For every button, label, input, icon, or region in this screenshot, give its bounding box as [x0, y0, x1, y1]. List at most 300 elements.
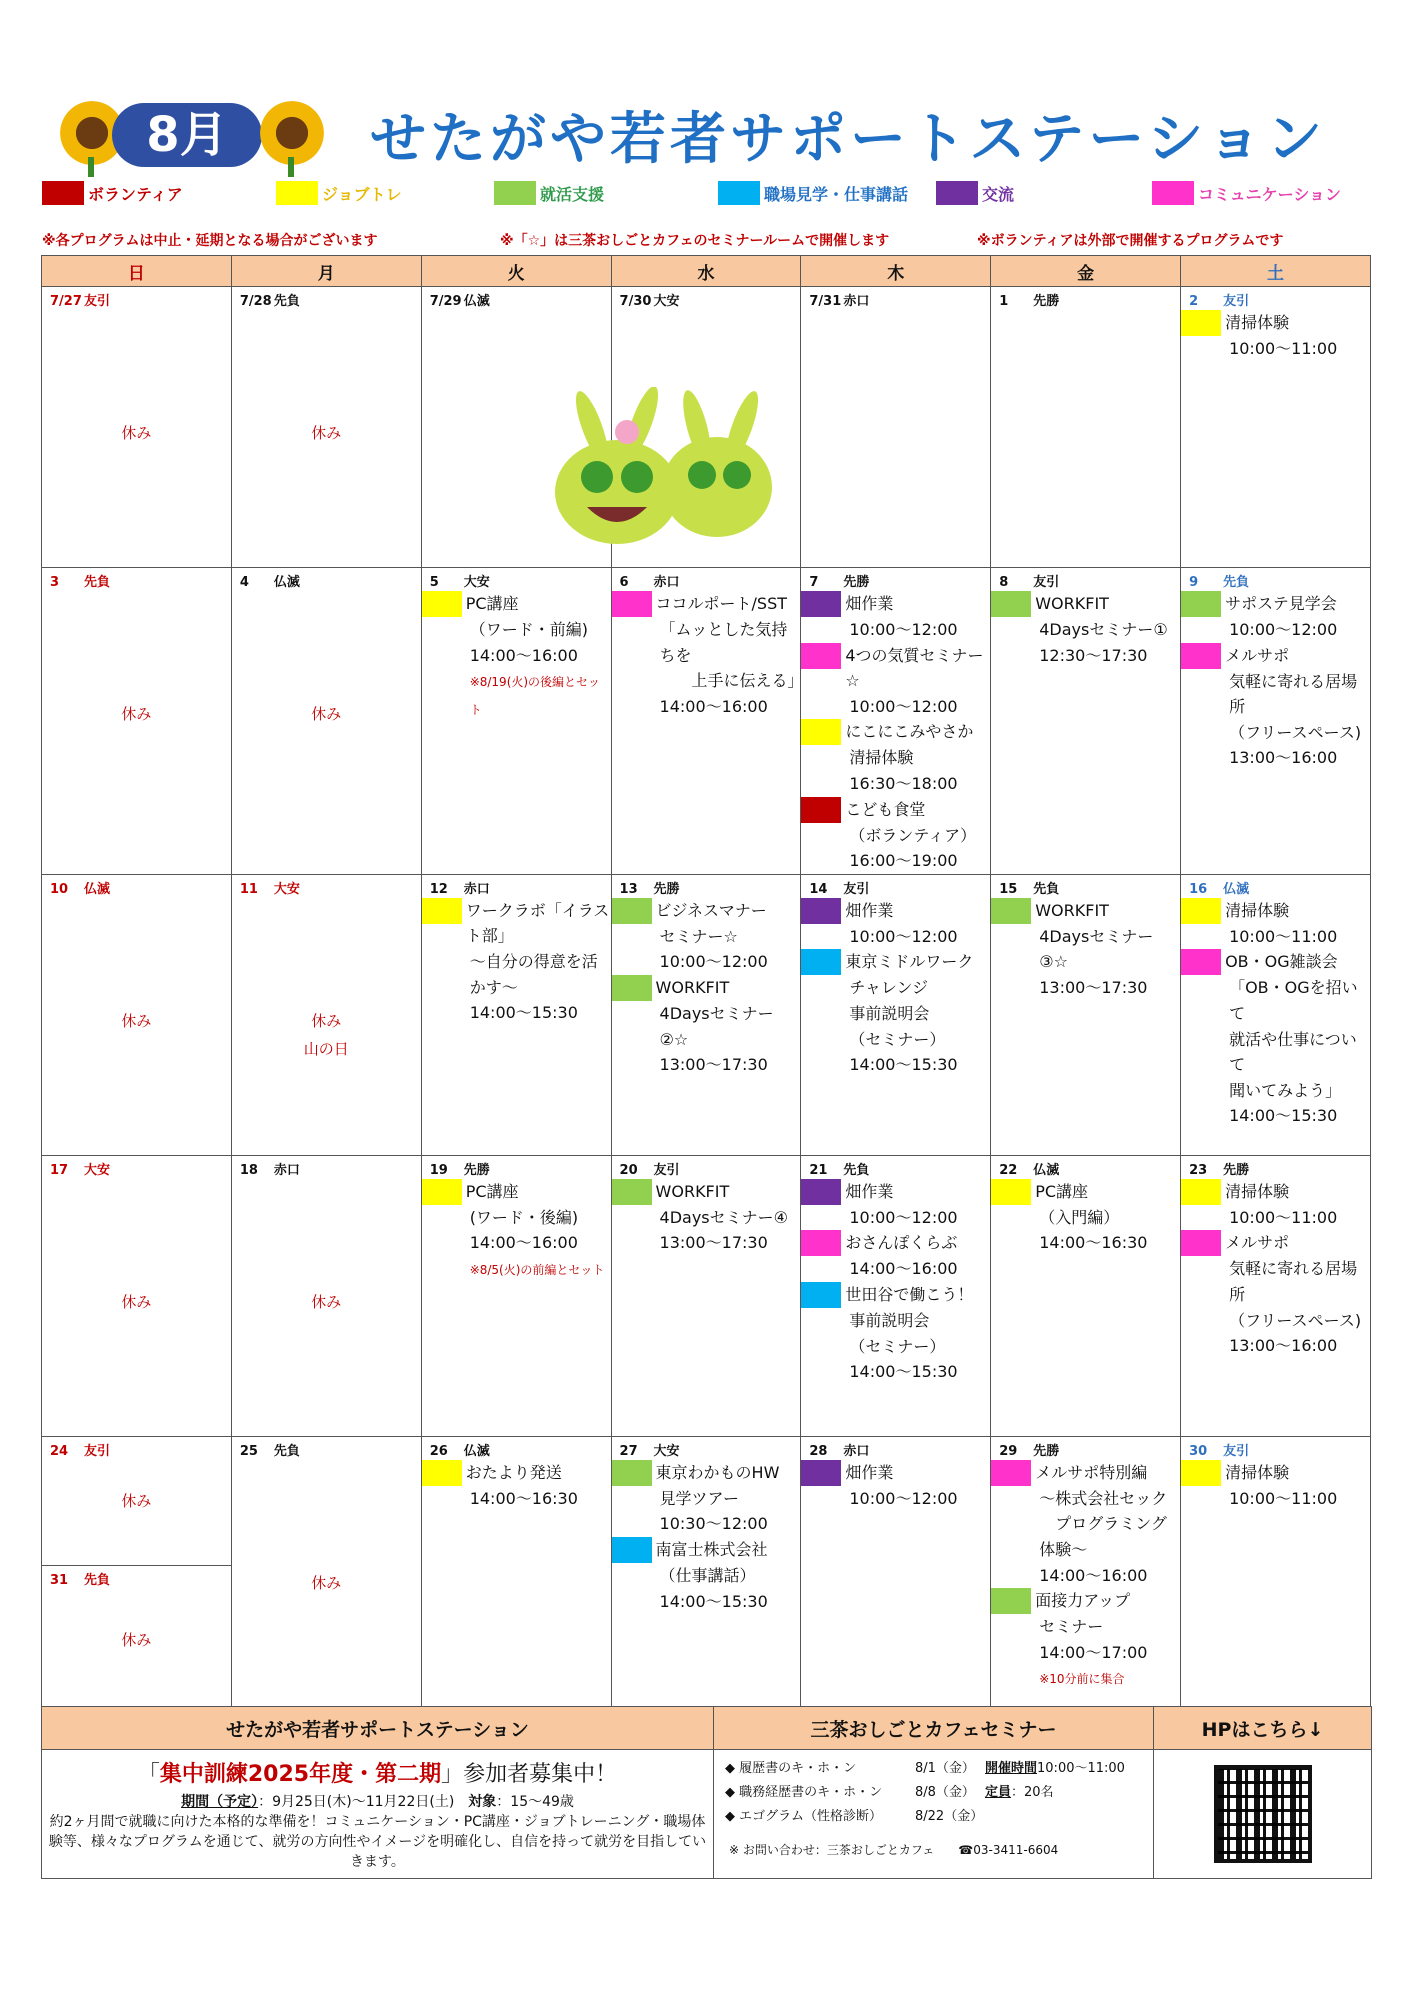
- category-swatch: [801, 591, 841, 617]
- note-text: ※8/5(火)の前編とセット: [469, 1262, 605, 1277]
- event-title[interactable]: [422, 591, 611, 617]
- seminar-extra-label: 開催時間: [985, 1761, 1038, 1776]
- event-detail: [1181, 745, 1370, 771]
- rokuyo-label: 赤口: [273, 1162, 300, 1178]
- holiday-label: 休み: [121, 1491, 152, 1510]
- day-cell[interactable]: [801, 568, 991, 875]
- event-text: セミナー☆: [659, 926, 738, 946]
- support-station-header: せたがや若者サポートステーション: [42, 1707, 714, 1750]
- legend-swatch: [276, 181, 318, 205]
- event-detail: [801, 1486, 990, 1512]
- legend-label: コミュニケーション: [1198, 184, 1342, 204]
- weekday-header: 土: [1181, 256, 1371, 287]
- event-title[interactable]: [612, 1179, 801, 1205]
- day-number: 8: [999, 575, 1009, 590]
- hp-header: HPはこちら↓: [1154, 1707, 1372, 1750]
- day-header: [1181, 568, 1370, 591]
- day-cell[interactable]: [42, 874, 232, 1155]
- day-cell[interactable]: [1181, 1436, 1371, 1717]
- day-header: [801, 875, 990, 898]
- day-header: [801, 287, 990, 310]
- event-text: （入門編）: [1039, 1207, 1120, 1227]
- day-number: 24: [50, 1443, 69, 1459]
- event-title[interactable]: [612, 1537, 801, 1563]
- rokuyo-label: 仏滅: [84, 881, 111, 897]
- rokuyo-label: 友引: [1223, 294, 1250, 309]
- holiday-label: 休み: [121, 424, 152, 442]
- holiday-label: 休み: [311, 705, 342, 723]
- day-number: 11: [239, 881, 258, 897]
- event-title[interactable]: [612, 898, 801, 924]
- day-cell[interactable]: [421, 1155, 611, 1436]
- event-title[interactable]: [612, 975, 801, 1001]
- rokuyo-label: 先勝: [1033, 1443, 1060, 1459]
- holiday-label: 休み: [311, 1573, 342, 1592]
- day-header: [991, 287, 1180, 310]
- event-title[interactable]: [801, 898, 990, 924]
- day-cell[interactable]: [1181, 568, 1371, 875]
- event-text: WORKFIT: [655, 1181, 730, 1201]
- rokuyo-label: 友引: [1223, 1443, 1250, 1459]
- category-swatch: [1181, 898, 1221, 924]
- week-row: [42, 1436, 1371, 1717]
- seminar-extra: ：20名: [1011, 1785, 1054, 1800]
- event-title[interactable]: [991, 591, 1180, 617]
- day-cell[interactable]: [421, 874, 611, 1155]
- event-detail: [612, 694, 801, 720]
- event-text: 面接力アップ: [1035, 1591, 1131, 1611]
- event-text: 清掃体験: [849, 748, 914, 768]
- seminar-date: 8/8（金）: [915, 1785, 975, 1800]
- event-text: WORKFIT: [1035, 900, 1109, 920]
- event-title[interactable]: [801, 949, 990, 975]
- day-header: [232, 1156, 421, 1179]
- day-number: 21: [809, 1162, 828, 1178]
- category-swatch: [612, 898, 652, 924]
- event-text: 畑作業: [845, 1181, 894, 1201]
- event-detail: [801, 1334, 990, 1360]
- info-table: [41, 1706, 1372, 1879]
- category-swatch: [801, 949, 841, 975]
- category-swatch: [801, 898, 841, 924]
- day-cell[interactable]: [801, 874, 991, 1155]
- legend-swatch: [936, 181, 978, 205]
- day-number: 10: [50, 881, 69, 897]
- event-detail: [612, 1205, 801, 1231]
- category-swatch: [1181, 1179, 1221, 1205]
- event-text: 14:00～16:00: [849, 1259, 958, 1279]
- day-cell[interactable]: [231, 874, 421, 1155]
- event-title[interactable]: [1181, 1230, 1370, 1256]
- day-cell[interactable]: [1181, 287, 1371, 568]
- day-number: 27: [619, 1443, 638, 1459]
- day-number: 18: [239, 1162, 258, 1178]
- weekday-header: 木: [801, 256, 991, 287]
- event-text: 13:00～16:00: [1229, 748, 1338, 768]
- event-text: （フリースペース): [1229, 1310, 1362, 1330]
- event-detail: [612, 1230, 801, 1256]
- day-cell[interactable]: [611, 568, 804, 875]
- event-detail: [801, 771, 990, 797]
- event-title[interactable]: [801, 1230, 990, 1256]
- qr-panel: [1154, 1750, 1372, 1879]
- event-text: 10:00～12:00: [849, 1488, 958, 1508]
- event-detail: [612, 1563, 801, 1589]
- event-title[interactable]: [612, 591, 801, 617]
- rokuyo-label: 仏滅: [273, 575, 300, 590]
- event-text: サポステ見学会: [1225, 594, 1337, 613]
- day-header: [422, 568, 611, 591]
- notice-text: ※「☆」は三茶おしごとカフェのセミナールームで開催します: [500, 233, 890, 249]
- event-note: [422, 668, 611, 723]
- category-swatch: [612, 591, 652, 617]
- day-cell[interactable]: [991, 568, 1181, 875]
- event-text: PC講座: [465, 594, 519, 613]
- day-cell[interactable]: [231, 287, 421, 568]
- event-text: 清掃体験: [1225, 900, 1290, 920]
- holiday-label: 休み: [121, 1011, 152, 1030]
- day-cell[interactable]: [42, 1436, 232, 1717]
- event-detail: [801, 1256, 990, 1282]
- category-swatch: [612, 1537, 652, 1563]
- event-text: 14:00～15:30: [1229, 1106, 1338, 1126]
- holiday-label: 休み: [121, 1630, 152, 1649]
- day-number: 16: [1189, 881, 1208, 897]
- month-badge: 8月: [112, 103, 262, 167]
- event-text: 畑作業: [845, 594, 894, 613]
- seminar-item: [725, 1781, 1142, 1805]
- rokuyo-label: 友引: [84, 294, 111, 309]
- weekday-header: 日: [42, 256, 232, 287]
- event-detail: [991, 1486, 1180, 1512]
- day-header: [232, 568, 421, 591]
- day-number: 26: [429, 1443, 448, 1459]
- event-detail: [1181, 669, 1370, 720]
- day-cell[interactable]: [991, 1436, 1181, 1717]
- event-title[interactable]: [422, 898, 611, 949]
- legend-label: 職場見学・仕事講話: [764, 184, 909, 204]
- event-title[interactable]: [422, 1460, 611, 1486]
- event-detail: [422, 643, 611, 669]
- week-row: [42, 1155, 1371, 1436]
- event-detail: [422, 1205, 611, 1231]
- event-text: （フリースペース): [1229, 722, 1362, 742]
- category-swatch: [422, 898, 462, 924]
- event-title[interactable]: [801, 719, 990, 745]
- event-text: 4Daysセミナー①: [1039, 620, 1168, 639]
- event-detail: [991, 1640, 1180, 1666]
- event-detail: [991, 1614, 1180, 1640]
- event-text: 東京わかものHW: [655, 1462, 780, 1482]
- rokuyo-label: 大安: [84, 1162, 111, 1178]
- day-cell[interactable]: [611, 1436, 801, 1717]
- category-swatch: [801, 1460, 841, 1486]
- day-cell[interactable]: [991, 1155, 1181, 1436]
- event-title[interactable]: [1181, 643, 1370, 669]
- event-title[interactable]: [612, 1460, 801, 1486]
- day-header: [422, 1437, 611, 1460]
- event-title[interactable]: [991, 898, 1180, 924]
- rokuyo-label: 先勝: [653, 881, 680, 897]
- calendar-table: [41, 255, 1371, 1718]
- event-title[interactable]: [1181, 310, 1370, 336]
- day-number: 23: [1189, 1162, 1208, 1178]
- rokuyo-label: 先勝: [1223, 1162, 1250, 1178]
- event-detail: [1181, 1078, 1370, 1104]
- day-cell[interactable]: [42, 1155, 232, 1436]
- event-text: 世田谷で働こう！: [845, 1284, 974, 1304]
- holiday-label: 休み: [121, 1292, 152, 1311]
- seminar-extra-label: 定員: [985, 1785, 1012, 1800]
- recruit-panel: [42, 1750, 714, 1879]
- seminar-item: [725, 1757, 1142, 1781]
- event-text: （ボランティア）: [849, 825, 977, 845]
- legend-label: ボランティア: [88, 184, 183, 204]
- day-cell[interactable]: [801, 287, 991, 568]
- day-cell[interactable]: [991, 287, 1181, 568]
- day-header: [422, 287, 611, 310]
- day-header: [42, 875, 231, 898]
- event-text: WORKFIT: [655, 977, 730, 997]
- rokuyo-label: 先負: [84, 575, 111, 590]
- day-cell[interactable]: [231, 1155, 421, 1436]
- rokuyo-label: 先勝: [463, 1162, 490, 1178]
- event-text: ワークラボ「イラスト部」: [465, 900, 610, 946]
- event-text: 14:00～15:30: [849, 1362, 958, 1382]
- day-header: [991, 875, 1180, 898]
- event-title[interactable]: [991, 1460, 1180, 1486]
- event-detail: [1181, 1027, 1370, 1078]
- event-title[interactable]: [422, 1179, 611, 1205]
- category-swatch: [1181, 1460, 1221, 1486]
- page-title: せたがや若者サポートステーション: [370, 107, 1327, 172]
- holiday-label: 休み: [311, 424, 342, 442]
- event-text: 上手に伝える」: [659, 671, 804, 691]
- category-legend: [42, 178, 1382, 208]
- event-text: （ワード・前編): [469, 620, 588, 639]
- recruit-title: 「集中訓練2025年度・第二期」参加者募集中！: [137, 1762, 618, 1787]
- event-text: 10:00～12:00: [849, 620, 958, 639]
- day-header: [612, 1437, 801, 1460]
- category-swatch: [801, 797, 841, 823]
- day-header: [801, 1156, 990, 1179]
- day-header: [422, 1156, 611, 1179]
- legend-item: [936, 178, 1014, 208]
- event-text: 畑作業: [845, 1462, 894, 1482]
- event-text: ココルポート/SST: [655, 594, 788, 613]
- event-text: メルサポ: [1225, 645, 1290, 665]
- day-header: [801, 568, 990, 591]
- legend-swatch: [718, 181, 760, 205]
- day-cell[interactable]: [611, 287, 801, 568]
- event-detail: [991, 924, 1180, 975]
- category-swatch: [1181, 643, 1221, 669]
- day-number: 7/28: [239, 294, 272, 309]
- event-title[interactable]: [801, 1282, 990, 1308]
- event-detail: [422, 1486, 611, 1512]
- day-cell[interactable]: [421, 568, 611, 875]
- day-cell[interactable]: [801, 1155, 991, 1436]
- category-swatch: [422, 1460, 462, 1486]
- event-detail: [801, 1027, 990, 1053]
- seminar-name: ◆ 履歴書のキ・ホ・ン: [725, 1761, 857, 1776]
- event-title[interactable]: [1181, 1460, 1370, 1486]
- event-text: 4つの気質セミナー☆: [845, 645, 984, 691]
- rokuyo-label: 先負: [273, 294, 300, 309]
- event-text: 14:00～17:00: [1039, 1642, 1148, 1662]
- legend-item: [718, 178, 908, 208]
- event-title[interactable]: [801, 1179, 990, 1205]
- legend-swatch: [1152, 181, 1194, 205]
- event-text: 14:00～16:00: [469, 645, 578, 665]
- event-title[interactable]: [801, 643, 990, 694]
- day-cell[interactable]: [991, 874, 1181, 1155]
- event-text: PC講座: [1035, 1181, 1089, 1201]
- event-detail: [1181, 1103, 1370, 1129]
- rokuyo-label: 先負: [843, 1162, 870, 1178]
- category-swatch: [991, 1460, 1031, 1486]
- day-cell[interactable]: [231, 1436, 421, 1717]
- category-swatch: [801, 1282, 841, 1308]
- event-text: 12:30～17:30: [1039, 645, 1148, 665]
- day-cell[interactable]: [611, 874, 801, 1155]
- event-title[interactable]: [1181, 949, 1370, 975]
- day-number: 19: [429, 1162, 448, 1178]
- event-text: プログラミング体験～: [1039, 1514, 1167, 1559]
- event-text: （仕事講話）: [659, 1565, 756, 1585]
- rokuyo-label: 友引: [1033, 575, 1060, 590]
- event-detail: [801, 1052, 990, 1078]
- event-detail: [991, 617, 1180, 643]
- day-header: [801, 1437, 990, 1460]
- rokuyo-label: 仏滅: [463, 1443, 490, 1459]
- day-cell[interactable]: [231, 568, 421, 875]
- event-text: 13:00～17:30: [659, 1055, 768, 1075]
- event-detail: [612, 1486, 801, 1512]
- event-detail: [1181, 1256, 1370, 1307]
- event-text: 南富士株式会社: [655, 1539, 768, 1559]
- event-detail: [1181, 975, 1370, 1026]
- day-cell[interactable]: [42, 568, 232, 875]
- event-text: 東京ミドルワーク: [845, 952, 974, 972]
- category-swatch: [801, 719, 841, 745]
- note-text: ※8/19(火)の後編とセット: [469, 675, 601, 717]
- event-text: ～自分の得意を活かす～: [469, 951, 598, 997]
- day-cell[interactable]: [611, 1155, 801, 1436]
- day-cell[interactable]: [1181, 874, 1371, 1155]
- event-text: チャレンジ: [849, 978, 929, 998]
- category-swatch: [991, 1179, 1031, 1205]
- event-title[interactable]: [1181, 1179, 1370, 1205]
- weekday-header: 月: [231, 256, 421, 287]
- event-text: 就活や仕事について: [1229, 1029, 1357, 1075]
- event-text: 畑作業: [845, 900, 894, 920]
- event-text: WORKFIT: [1035, 594, 1109, 613]
- day-header: [1181, 1156, 1370, 1179]
- day-header: [612, 568, 801, 591]
- event-title[interactable]: [991, 1588, 1180, 1614]
- day-header: [991, 1437, 1180, 1460]
- event-title[interactable]: [991, 1179, 1180, 1205]
- event-text: 14:00～15:30: [849, 1055, 958, 1075]
- week-row: [42, 874, 1371, 1155]
- event-detail: [612, 1052, 801, 1078]
- recruit-description: 約2ヶ月間で就職に向けた本格的な準備を！コミュニケーション・PC講座・ジョブトレーニング・職場体験等、様々なプログラムを通じて、就労の方向性やイメージを明確化し、自信を持って就労を目指していきます。: [48, 1814, 707, 1870]
- day-header: [612, 1156, 801, 1179]
- event-title[interactable]: [801, 1460, 990, 1486]
- holiday-label: 休み: [121, 705, 152, 723]
- event-text: 清掃体験: [1225, 313, 1290, 332]
- event-text: 14:00～16:00: [1039, 1565, 1148, 1585]
- holiday-label: 休み 山の日: [303, 1011, 349, 1058]
- event-detail: [1181, 1308, 1370, 1334]
- event-title[interactable]: [801, 797, 990, 823]
- day-number: 9: [1189, 575, 1199, 590]
- seminar-header: 三茶おしごとカフェセミナー: [714, 1707, 1154, 1750]
- rokuyo-label: 先負: [273, 1443, 300, 1459]
- recruit-details: 期間（予定）：9月25日(木)～11月22日(土) 対象：15～49歳 約2ヶ月間で就職に向けた本格的な準備を！コミュニケーション・PC講座・ジョブトレーニング・職場体験等、様々なプログラムを通じて、就労の方向性やイメージを明確化し、自信を持って就労を目指していきます。: [48, 1794, 707, 1870]
- event-text: 10:00～11:00: [1229, 1488, 1338, 1508]
- event-text: 16:30～18:00: [849, 773, 958, 793]
- event-detail: [422, 1230, 611, 1256]
- event-note: [422, 1256, 611, 1284]
- event-text: PC講座: [465, 1181, 519, 1201]
- contact-line: ※ お問い合わせ：三茶おしごとカフェ ☎03-3411-6604: [729, 1843, 1059, 1857]
- event-title[interactable]: [1181, 898, 1370, 924]
- event-text: 10:00～11:00: [1229, 1207, 1338, 1227]
- event-text: 10:00～12:00: [849, 926, 958, 946]
- note-text: ※10分前に集合: [1039, 1672, 1125, 1687]
- category-swatch: [801, 643, 841, 669]
- rokuyo-label: 先負: [1033, 881, 1060, 897]
- qr-code-icon[interactable]: [1214, 1765, 1312, 1863]
- event-text: 10:30～12:00: [659, 1514, 768, 1534]
- day-header: [232, 1437, 421, 1460]
- event-detail: [801, 694, 990, 720]
- event-text: ～株式会社セック: [1039, 1488, 1168, 1508]
- day-cell[interactable]: [42, 287, 232, 568]
- day-number: 5: [429, 575, 439, 590]
- day-cell[interactable]: [801, 1436, 991, 1717]
- category-swatch: [991, 591, 1031, 617]
- day-cell[interactable]: [421, 1436, 611, 1717]
- event-text: 13:00～17:30: [659, 1233, 768, 1253]
- event-detail: [801, 1205, 990, 1231]
- event-text: こども食堂: [845, 799, 926, 819]
- event-text: 16:00～19:00: [849, 851, 958, 871]
- day-number: 25: [239, 1443, 258, 1459]
- day-cell[interactable]: [1181, 1155, 1371, 1436]
- day-number: 13: [619, 881, 638, 897]
- event-title[interactable]: [1181, 591, 1370, 617]
- day-header: [232, 875, 421, 898]
- day-header: [42, 287, 231, 310]
- event-detail: [801, 823, 990, 849]
- event-text: ビジネスマナー: [655, 900, 767, 920]
- day-number: 7/30: [619, 294, 652, 309]
- seminar-date: 8/1（金）: [915, 1761, 975, 1776]
- event-text: 見学ツアー: [659, 1488, 740, 1508]
- event-detail: [801, 924, 990, 950]
- event-detail: [1181, 720, 1370, 746]
- event-detail: [1181, 924, 1370, 950]
- event-text: 「ムッとした気持ちを: [659, 620, 788, 665]
- day-header: [991, 1156, 1180, 1179]
- day-number: 12: [429, 881, 448, 897]
- event-title[interactable]: [801, 591, 990, 617]
- day-cell[interactable]: [421, 287, 611, 568]
- event-text: 4Daysセミナー②☆: [659, 1003, 774, 1049]
